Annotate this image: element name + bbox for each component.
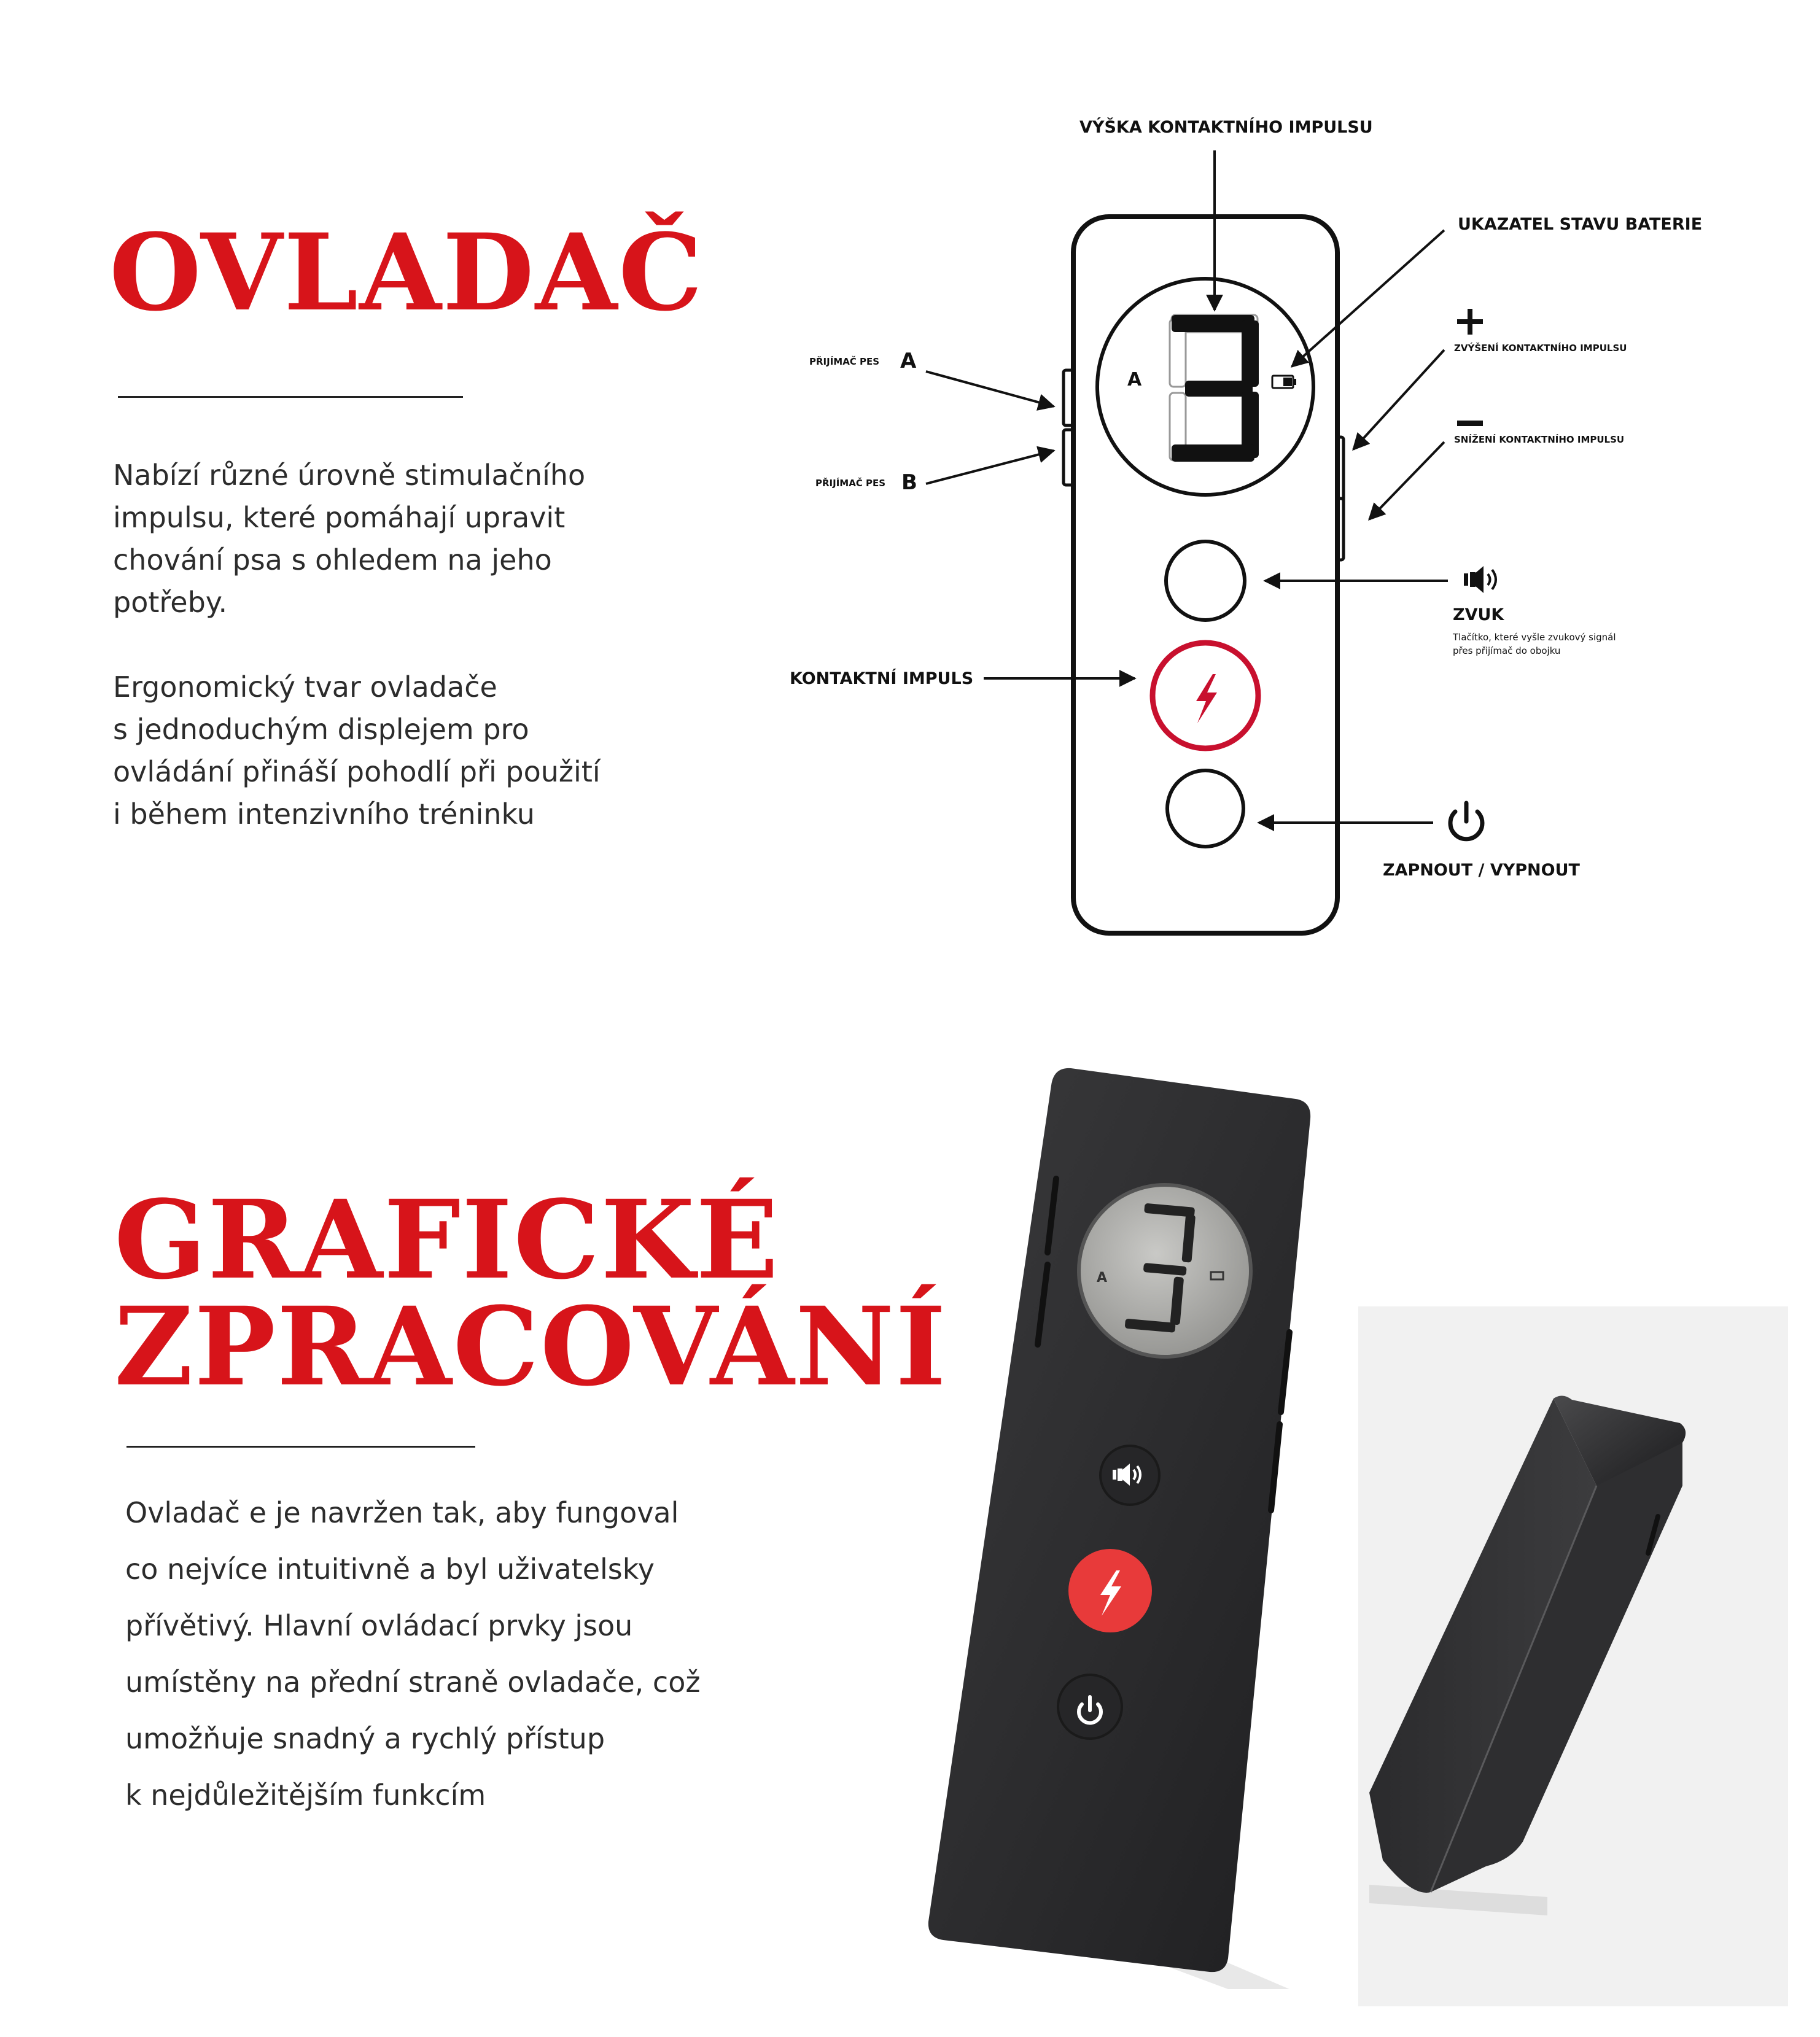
text-line: s jednoduchým displejem pro	[113, 713, 529, 746]
sound-button	[1166, 541, 1245, 620]
display-channel-letter: A	[1127, 369, 1142, 390]
plus-icon	[1457, 309, 1483, 335]
section-title-zpracovani: ZPRACOVÁNÍ	[114, 1283, 947, 1410]
text-line: potřeby.	[113, 586, 228, 619]
minus-icon	[1457, 421, 1483, 426]
power-icon	[1450, 803, 1482, 839]
render-display-channel: A	[1097, 1270, 1108, 1286]
remote-render	[928, 1068, 1310, 1972]
arrow-receiver-b	[926, 451, 1054, 484]
text-line: i během intenzivního tréninku	[113, 797, 535, 831]
text-line: ovládání přináší pohodlí při použití	[113, 755, 601, 788]
battery-icon	[1272, 376, 1296, 388]
text-line: umožňuje snadný a rychlý přístup	[125, 1722, 605, 1755]
product-render	[909, 1044, 1820, 2037]
label-sound: ZVUK	[1453, 605, 1504, 624]
section-title-graficke: GRAFICKÉ	[114, 1176, 780, 1303]
arrow-decrease	[1369, 442, 1444, 519]
text-line: Ergonomický tvar ovladače	[113, 670, 497, 704]
arrow-receiver-a	[926, 371, 1054, 406]
label-contact-pulse: KONTAKTNÍ IMPULS	[790, 669, 974, 688]
sound-description-line: Tlačítko, které vyšle zvukový signál	[1453, 632, 1616, 643]
power-button	[1167, 770, 1243, 847]
label-receiver-b: PŘIJÍMAČ PES	[815, 478, 886, 489]
receiver-b-letter: B	[901, 470, 917, 495]
title-underline-2	[126, 1446, 475, 1448]
text-line: umístěny na přední straně ovladače, což	[125, 1666, 701, 1699]
receiver-a-letter: A	[900, 349, 917, 373]
arrow-increase	[1353, 350, 1444, 449]
label-increase: ZVÝŠENÍ KONTAKTNÍHO IMPULSU	[1454, 343, 1627, 354]
text-line: co nejvíce intuitivně a byl uživatelsky	[125, 1553, 655, 1586]
text-line: k nejdůležitějším funkcím	[125, 1779, 486, 1812]
text-line: Ovladač e je navržen tak, aby fungoval	[125, 1496, 679, 1529]
sound-description-line: přes přijímač do obojku	[1453, 645, 1561, 656]
label-power: ZAPNOUT / VYPNOUT	[1383, 861, 1580, 880]
design-paragraph	[125, 1484, 701, 1823]
text-line: impulsu, které pomáhají upravit	[113, 501, 566, 534]
label-receiver-a: PŘIJÍMAČ PES	[809, 356, 880, 367]
label-battery: UKAZATEL STAVU BATERIE	[1458, 215, 1703, 234]
section-title-ovladac: OVLADAČ	[109, 210, 704, 335]
text-line: chování psa s ohledem na jeho	[113, 543, 552, 576]
label-decrease: SNÍŽENÍ KONTAKTNÍHO IMPULSU	[1454, 434, 1625, 445]
sound-description	[1453, 630, 1616, 658]
text-line: přívětivý. Hlavní ovládací prvky jsou	[125, 1609, 633, 1642]
text-line: Nabízí různé úrovně stimulačního	[113, 459, 586, 492]
speaker-icon	[1464, 566, 1496, 593]
label-pulse-level: VÝŠKA KONTAKTNÍHO IMPULSU	[1079, 118, 1373, 137]
